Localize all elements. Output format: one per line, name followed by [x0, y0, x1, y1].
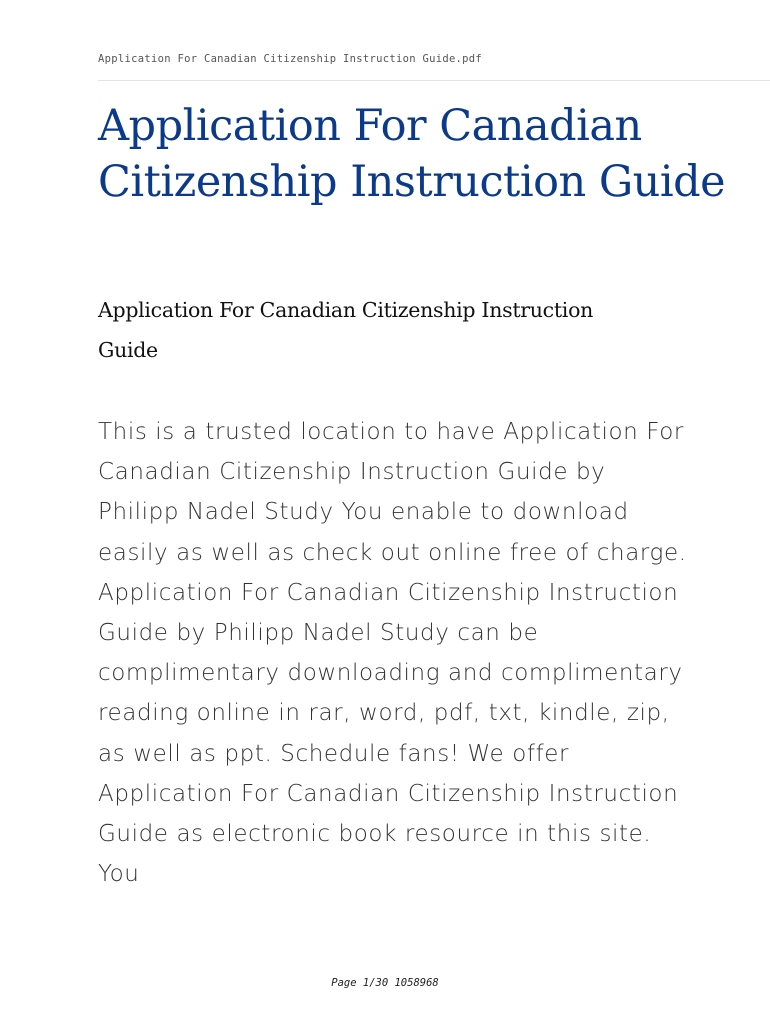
header-divider — [98, 80, 770, 81]
document-title: Application For Canadian Citizenship Instruction Guide — [98, 101, 726, 207]
running-header-filename: Application For Canadian Citizenship Instruction Guide.pdf — [98, 53, 483, 65]
document-subtitle: Application For Canadian Citizenship Instruction Guide — [98, 298, 594, 362]
page-number-footer: Page 1/30 1058968 — [331, 977, 439, 989]
body-paragraph: This is a trusted location to have Application For Canadian Citizenship Instruction Guide by Philipp Nadel Study You enable to download easily as well as check out online free of charge. Application For Canadian Citizenship Instruction Guide by Philipp Nadel Study can be complimentary downloading and complimentary reading online in rar, word, pdf, txt, kindle, zip, as well as ppt. Schedule fans! We offer Application For Canadian Citizenship Instruction Guide as electronic book resource in this site. You — [98, 419, 687, 888]
